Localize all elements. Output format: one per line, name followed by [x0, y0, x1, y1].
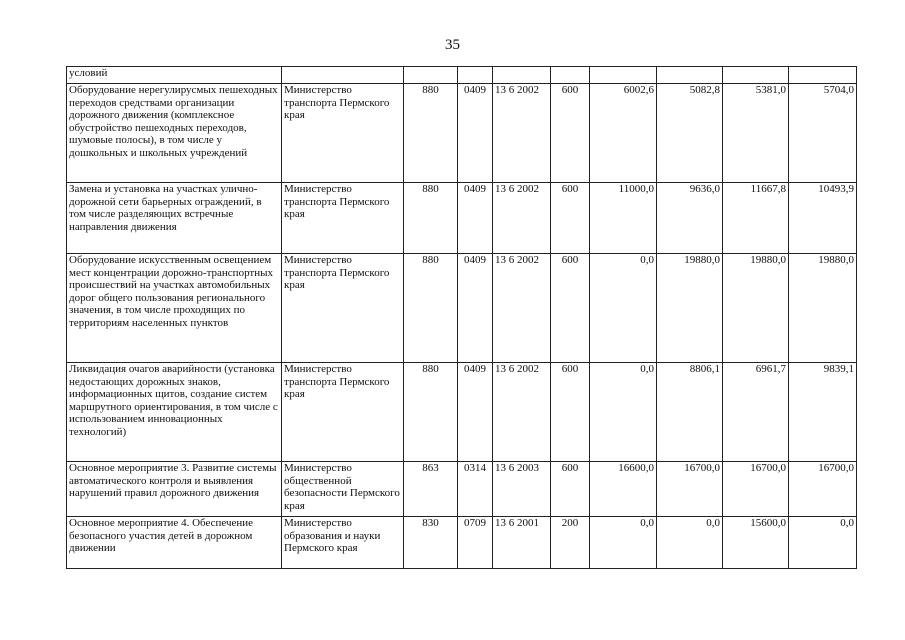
row-ministry: Министерство транспорта Пермского края: [282, 363, 404, 462]
row-value-4: 16700,0: [789, 462, 857, 517]
row-value-1: 16600,0: [590, 462, 657, 517]
row-value-2: 5082,8: [657, 84, 723, 183]
row-section: [458, 67, 493, 84]
row-vr: [551, 67, 590, 84]
table-row: [67, 363, 857, 462]
table-row: [67, 183, 857, 254]
page-number: 35: [445, 37, 460, 53]
row-value-2: 16700,0: [657, 462, 723, 517]
table-row: [67, 462, 857, 517]
row-value-2: 0,0: [657, 517, 723, 569]
row-vr: 200: [551, 517, 590, 569]
row-value-1: 0,0: [590, 254, 657, 363]
row-csr: 13 6 2002: [493, 84, 551, 183]
row-vr: 600: [551, 254, 590, 363]
row-value-4: 9839,1: [789, 363, 857, 462]
row-csr: 13 6 2002: [493, 254, 551, 363]
row-section: 0409: [458, 363, 493, 462]
row-csr: 13 6 2003: [493, 462, 551, 517]
row-csr: 13 6 2002: [493, 363, 551, 462]
row-value-4: [789, 67, 857, 84]
table-row: [67, 67, 857, 84]
row-section: 0409: [458, 183, 493, 254]
row-description: Основное мероприятие 4. Обеспечение безопасного участия детей в дорожном движении: [67, 517, 282, 569]
row-ministry: Министерство транспорта Пермского края: [282, 183, 404, 254]
row-value-2: [657, 67, 723, 84]
table-row: [67, 517, 857, 569]
row-ministry: Министерство образования и науки Пермского края: [282, 517, 404, 569]
row-description: Оборудование искусственным освещением мест концентрации дорожно-транспортных происшествий на участках автомобильных дорог общего пользования регионального значения, в том числе проходящих по территориям населенных пунктов: [67, 254, 282, 363]
row-ministry: Министерство общественной безопасности Пермского края: [282, 462, 404, 517]
row-value-3: [723, 67, 789, 84]
row-value-2: 19880,0: [657, 254, 723, 363]
row-vr: 600: [551, 183, 590, 254]
table-row: [67, 254, 857, 363]
row-description: Замена и установка на участках улично-дорожной сети барьерных ограждений, в том числе разделяющих встречные направления движения: [67, 183, 282, 254]
row-section: 0409: [458, 254, 493, 363]
row-description: Ликвидация очагов аварийности (установка недостающих дорожных знаков, информационных щитов, создание систем маршрутного ориентирования, в том числе с использованием инновационных технологий): [67, 363, 282, 462]
row-csr: 13 6 2002: [493, 183, 551, 254]
row-value-4: 0,0: [789, 517, 857, 569]
row-ministry: [282, 67, 404, 84]
row-description: Основное мероприятие 3. Развитие системы автоматического контроля и выявления нарушений правил дорожного движения: [67, 462, 282, 517]
row-code: 830: [404, 517, 458, 569]
row-value-1: [590, 67, 657, 84]
row-code: [404, 67, 458, 84]
row-vr: 600: [551, 84, 590, 183]
row-code: 880: [404, 254, 458, 363]
row-value-3: 15600,0: [723, 517, 789, 569]
budget-table: [66, 66, 857, 569]
row-section: 0409: [458, 84, 493, 183]
row-code: 863: [404, 462, 458, 517]
row-value-2: 8806,1: [657, 363, 723, 462]
row-description: условий: [67, 67, 282, 84]
row-section: 0709: [458, 517, 493, 569]
row-value-1: 6002,6: [590, 84, 657, 183]
row-value-3: 19880,0: [723, 254, 789, 363]
row-section: 0314: [458, 462, 493, 517]
row-description: Оборудование нерегулирусмых пешеходных переходов средствами организации дорожного движения (комплексное обустройство пешеходных переходов, шумовые полосы), в том числе у дошкольных и школьных учреждений: [67, 84, 282, 183]
row-value-2: 9636,0: [657, 183, 723, 254]
row-value-4: 10493,9: [789, 183, 857, 254]
row-value-4: 19880,0: [789, 254, 857, 363]
row-csr: [493, 67, 551, 84]
row-value-3: 16700,0: [723, 462, 789, 517]
row-code: 880: [404, 84, 458, 183]
row-vr: 600: [551, 462, 590, 517]
row-csr: 13 6 2001: [493, 517, 551, 569]
table-row: [67, 84, 857, 183]
row-value-4: 5704,0: [789, 84, 857, 183]
row-value-1: 0,0: [590, 517, 657, 569]
row-ministry: Министерство транспорта Пермского края: [282, 254, 404, 363]
row-value-1: 0,0: [590, 363, 657, 462]
row-value-1: 11000,0: [590, 183, 657, 254]
row-value-3: 6961,7: [723, 363, 789, 462]
row-ministry: Министерство транспорта Пермского края: [282, 84, 404, 183]
row-value-3: 5381,0: [723, 84, 789, 183]
row-vr: 600: [551, 363, 590, 462]
row-value-3: 11667,8: [723, 183, 789, 254]
row-code: 880: [404, 363, 458, 462]
row-code: 880: [404, 183, 458, 254]
